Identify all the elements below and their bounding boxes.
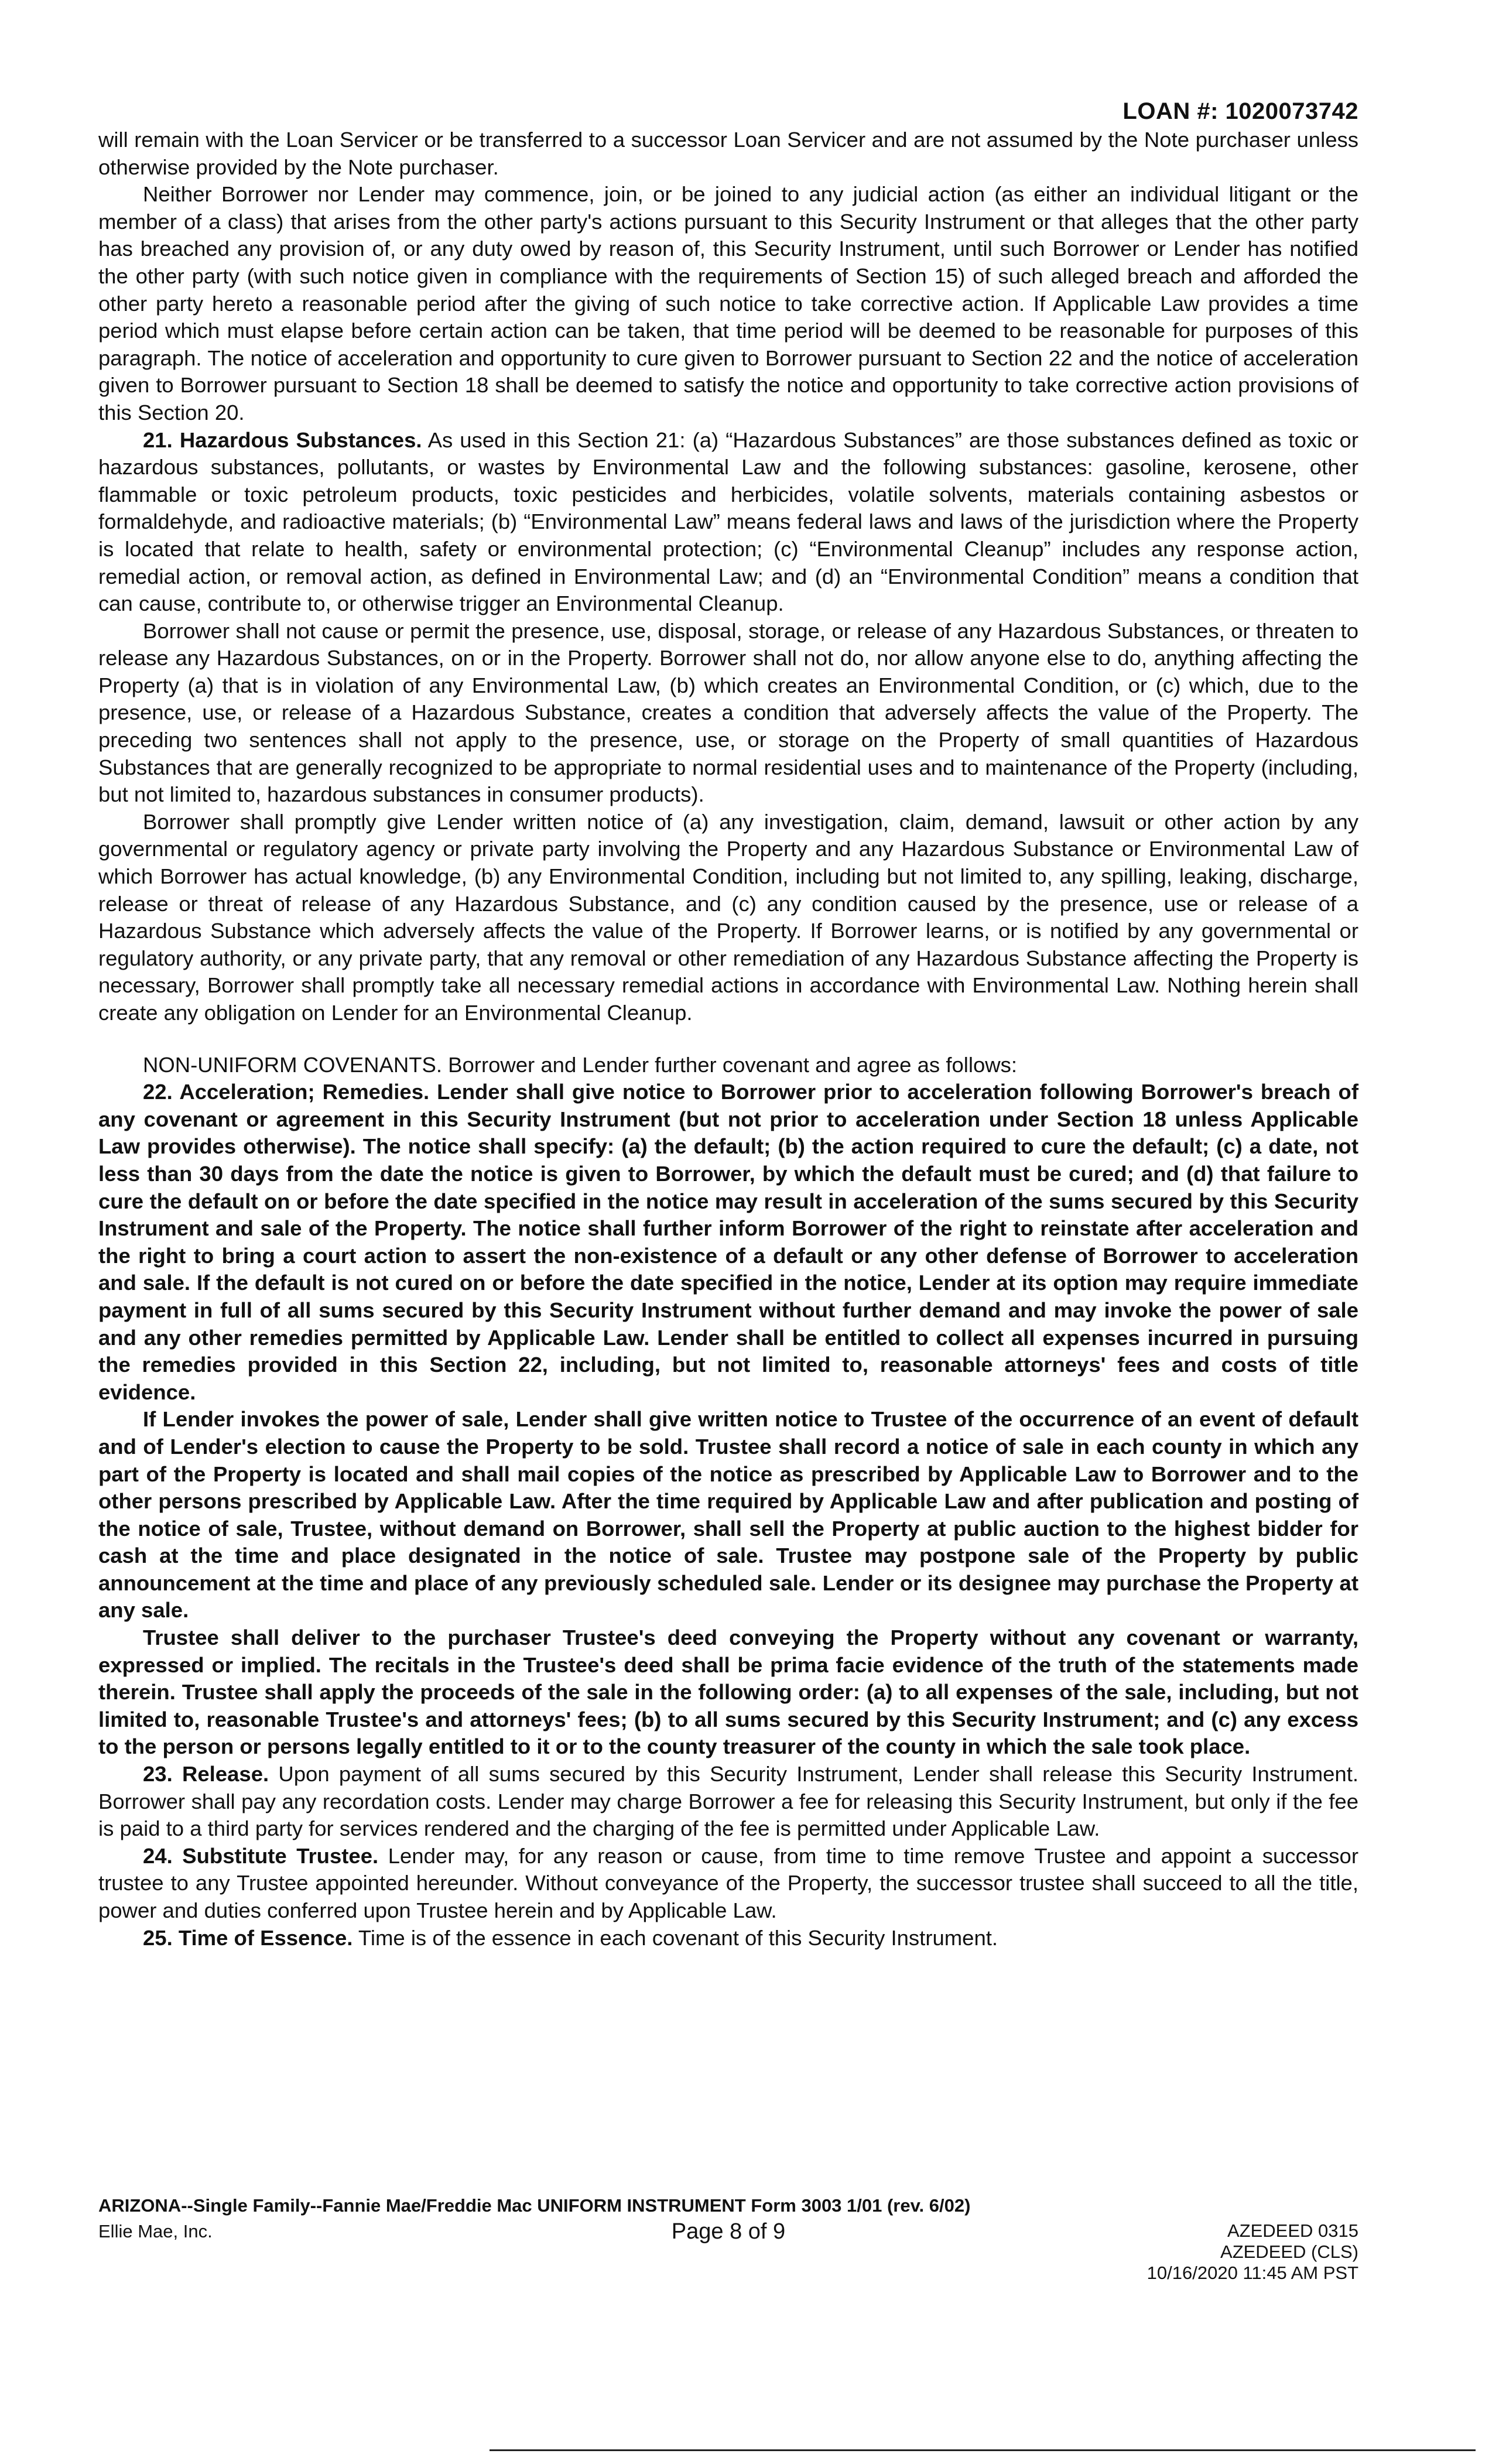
- paragraph-text: Upon payment of all sums secured by this Security Instrument, Lender shall release this Security Instrument. Borrower shall pay any recordation costs. Lender may charge Borrower a fee for releasing this Security Instrument, but only if the fee is paid to a third party for services rendered and the charging of the fee is permitted under Applicable Law.: [98, 1762, 1358, 1841]
- paragraph-continuation: [98, 126, 1358, 181]
- form-code: AZEDEED 0315: [1227, 2220, 1358, 2241]
- paragraph-text: Time is of the essence in each covenant of this Security Instrument.: [352, 1925, 998, 1950]
- paragraph-section-21-presence: [98, 618, 1358, 809]
- form-codes: [1007, 2220, 1358, 2284]
- print-timestamp: 10/16/2020 11:45 AM PST: [1147, 2263, 1358, 2283]
- paragraph-section-22: [98, 1079, 1358, 1406]
- paragraph-section-21: [98, 427, 1358, 618]
- paragraph-text: Borrower shall promptly give Lender written notice of (a) any investigation, claim, demand, lawsuit or other action by any governmental or regulatory agency or private party involving the Property and any Hazardous Substance or Environmental Law of which Borrower has actual knowledge, (b) any Environmental Condition, including but not limited to, any spilling, leaking, discharge, release or threat of release of any Hazardous Substance, and (c) any condition caused by the presence, use or release of a Hazardous Substance which adversely affects the value of the Property. If Borrower learns, or is notified by any governmental or regulatory authority, or any private party, that any removal or other remediation of any Hazardous Substance affecting the Property is necessary, Borrower shall promptly take all necessary remedial actions in accordance with Environmental Law. Nothing herein shall create any obligation on Lender for an Environmental Cleanup.: [98, 809, 1358, 1025]
- page-number: Page 8 of 9: [671, 2219, 786, 2244]
- paragraph-text: If Lender invokes the power of sale, Lender shall give written notice to Trustee of the occurrence of an event of default and of Lender's election to cause the Property to be sold. Trustee shall record a notice of sale in each county in which any part of the Property is located and shall mail copies of the notice as prescribed by Applicable Law to Borrower and to the other persons prescribed by Applicable Law. After the time required by Applicable Law and after publication and posting of the notice of sale, Trustee, without demand on Borrower, shall sell the Property at public auction to the highest bidder for cash at the time and place designated in the notice of sale. Trustee may postpone sale of the Property by public announcement at the time and place of any previously scheduled sale. Lender or its designee may purchase the Property at any sale.: [98, 1407, 1358, 1623]
- section-heading: 21. Hazardous Substances.: [143, 427, 422, 452]
- paragraph-section-23: [98, 1761, 1358, 1843]
- paragraph-text: Lender may, for any reason or cause, from time to time remove Trustee and appoint a successor trustee to any Trustee appointed hereunder. Without conveyance of the Property, the successor trustee shall succeed to all the title, power and duties conferred upon Trustee herein and by Applicable Law.: [98, 1843, 1359, 1922]
- paragraph-text: Neither Borrower nor Lender may commence, join, or be joined to any judicial action (as either an individual litigant or the member of a class) that arises from the other party's actions pursuant to this Security Instrument or that alleges that the other party has breached any provision of, or any duty owed by reason of, this Security Instrument, until such Borrower or Lender has notified the other party (with such notice given in compliance with the requirements of Section 15) of such alleged breach and afforded the other party hereto a reasonable period after the giving of such notice to take corrective action. If Applicable Law provides a time period which must elapse before certain action can be taken, that time period will be deemed to be reasonable for purposes of this paragraph. The notice of acceleration and opportunity to cure given to Borrower pursuant to Section 22 and the notice of acceleration given to Borrower pursuant to Section 18 shall be deemed to satisfy the notice and opportunity to take corrective action provisions of this Section 20.: [98, 182, 1358, 425]
- paragraph-non-uniform-covenants: [98, 1052, 1358, 1079]
- loan-number: LOAN #: 1020073742: [1122, 98, 1358, 124]
- section-heading: 22. Acceleration; Remedies.: [143, 1080, 430, 1104]
- paragraph-text: will remain with the Loan Servicer or be transferred to a successor Loan Servicer and are not assumed by the Note purchaser unless otherwise provided by the Note purchaser.: [98, 128, 1358, 179]
- paragraph-text: NON-UNIFORM COVENANTS. Borrower and Lender further covenant and agree as follows:: [143, 1052, 1018, 1077]
- company-name: Ellie Mae, Inc.: [98, 2221, 213, 2241]
- paragraph-section-21-notice: [98, 809, 1358, 1027]
- document-body: [98, 126, 1358, 1952]
- paragraph-text: Borrower shall not cause or permit the presence, use, disposal, storage, or release of any Hazardous Substances, or threaten to release any Hazardous Substances, on or in the Property. Borrower shall not do, nor allow anyone else to do, anything affecting the Property (a) that is in violation of any Environmental Law, (b) which creates an Environmental Condition, or (c) which, due to the presence, use, or release of a Hazardous Substance, creates a condition that adversely affects the value of the Property. The preceding two sentences shall not apply to the presence, use, or storage on the Property of small quantities of Hazardous Substances that are generally recognized to be appropriate to normal residential uses and to maintenance of the Property (including, but not limited to, hazardous substances in consumer products).: [98, 618, 1358, 807]
- form-code-cls: AZEDEED (CLS): [1220, 2241, 1358, 2262]
- paragraph-section-25: [98, 1925, 1358, 1952]
- section-heading: 23. Release.: [143, 1762, 269, 1787]
- paragraph-text: Trustee shall deliver to the purchaser Trustee's deed conveying the Property without any covenant or warranty, expressed or implied. The recitals in the Trustee's deed shall be prima facie evidence of the truth of the statements made therein. Trustee shall apply the proceeds of the sale in the following order: (a) to all expenses of the sale, including, but not limited to, reasonable Trustee's and attorneys' fees; (b) to all sums secured by this Security Instrument; and (c) any excess to the person or persons legally entitled to it or to the county treasurer of the county in which the sale took place.: [98, 1625, 1358, 1759]
- signature-rule: [490, 2449, 1476, 2451]
- paragraph-section-20-notice: [98, 181, 1358, 426]
- paragraph-section-22-trustee-deed: [98, 1624, 1358, 1761]
- form-identifier: ARIZONA--Single Family--Fannie Mae/Freddie Mac UNIFORM INSTRUMENT Form 3003 1/01 (rev. 6/02): [98, 2195, 971, 2216]
- section-heading: 24. Substitute Trustee.: [143, 1843, 379, 1868]
- page-footer: [98, 2195, 1358, 2283]
- paragraph-section-24: [98, 1843, 1358, 1925]
- paragraph-text: As used in this Section 21: (a) “Hazardous Substances” are those substances defined as toxic or hazardous substances, pollutants, or wastes by Environmental Law and the following substances: gasoline, kerosene, other flammable or toxic petroleum products, toxic pesticides and herbicides, volatile solvents, materials containing asbestos or formaldehyde, and radioactive materials; (b) “Environmental Law” means federal laws and laws of the jurisdiction where the Property is located that relate to health, safety or environmental protection; (c) “Environmental Cleanup” includes any response action, remedial action, or removal action, as defined in Environmental Law; and (d) an “Environmental Condition” means a condition that can cause, contribute to, or otherwise trigger an Environmental Cleanup.: [98, 427, 1358, 616]
- section-heading: 25. Time of Essence.: [143, 1925, 353, 1950]
- paragraph-section-22-power-of-sale: [98, 1406, 1358, 1624]
- paragraph-text: Lender shall give notice to Borrower prior to acceleration following Borrower's breach of any covenant or agreement in this Security Instrument (but not prior to acceleration under Section 18 unless Applicable Law provides otherwise). The notice shall specify: (a) the default; (b) the action required to cure the default; (c) a date, not less than 30 days from the date the notice is given to Borrower, by which the default must be cured; and (d) that failure to cure the default on or before the date specified in the notice may result in acceleration of the sums secured by this Security Instrument and sale of the Property. The notice shall further inform Borrower of the right to reinstate after acceleration and the right to bring a court action to assert the non-existence of a default or any other defense of Borrower to acceleration and sale. If the default is not cured on or before the date specified in the notice, Lender at its option may require immediate payment in full of all sums secured by this Security Instrument without further demand and may invoke the power of sale and any other remedies permitted by Applicable Law. Lender shall be entitled to collect all expenses incurred in pursuing the remedies provided in this Section 22, including, but not limited to, reasonable attorneys' fees and costs of title evidence.: [98, 1080, 1358, 1404]
